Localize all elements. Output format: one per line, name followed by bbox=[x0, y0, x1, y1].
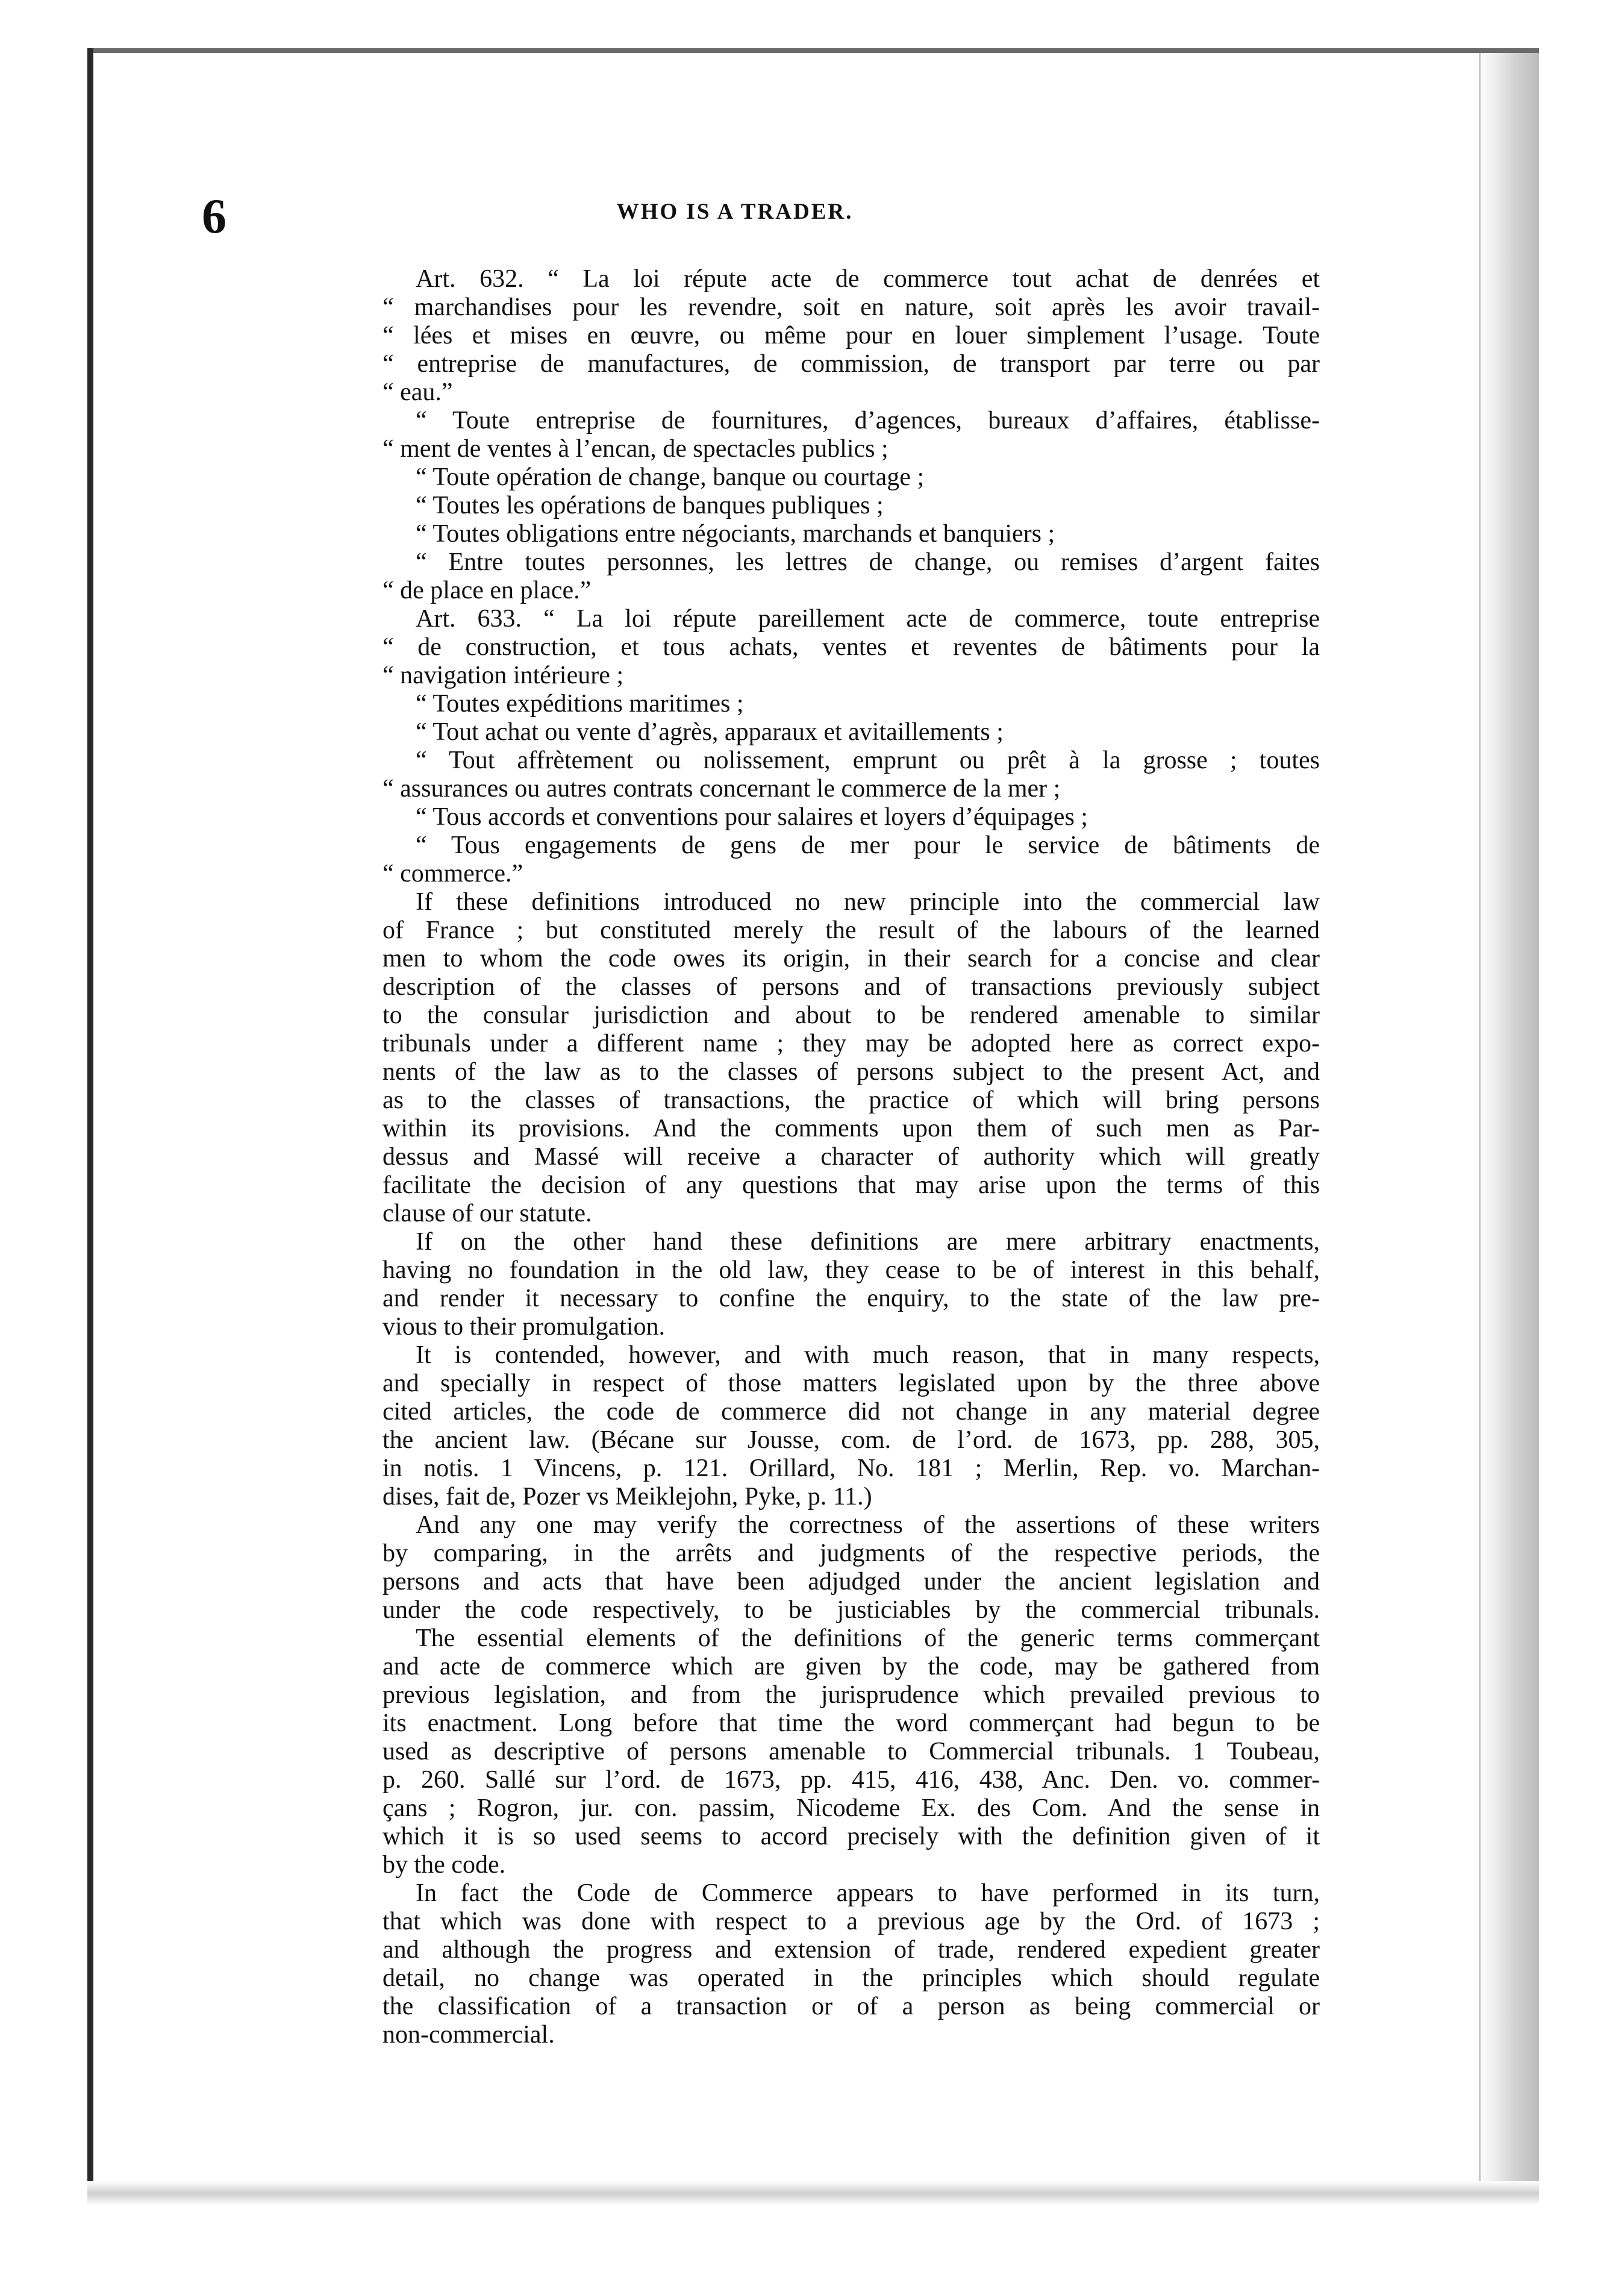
text-line: by the code. bbox=[383, 1851, 506, 1879]
text-line: “ commerce.” bbox=[383, 860, 523, 888]
scan-frame-left bbox=[87, 48, 93, 2199]
text-line: “ Toutes les opérations de banques publiques ; bbox=[416, 492, 884, 519]
text-line: of France ; but constituted merely the result of the labours of the learned bbox=[383, 916, 1320, 944]
text-line: dises, fait de, Pozer vs Meiklejohn, Pyke, p. 11.) bbox=[383, 1483, 872, 1511]
text-line: and acte de commerce which are given by the code, may be gathered from bbox=[383, 1653, 1320, 1680]
body-text bbox=[383, 265, 1320, 2049]
text-line: non-commercial. bbox=[383, 2021, 555, 2049]
text-line: And any one may verify the correctness of the assertions of these writers bbox=[416, 1511, 1320, 1539]
text-line: within its provisions. And the comments upon them of such men as Par- bbox=[383, 1115, 1320, 1142]
text-line: detail, no change was operated in the principles which should regulate bbox=[383, 1964, 1320, 1992]
text-line: “ eau.” bbox=[383, 378, 453, 406]
text-line: as to the classes of transactions, the practice of which will bring persons bbox=[383, 1086, 1320, 1114]
text-line: persons and acts that have been adjudged under the ancient legislation and bbox=[383, 1568, 1320, 1596]
text-line: The essential elements of the definitions of the generic terms commerçant bbox=[416, 1624, 1320, 1652]
page-fold-shadow bbox=[1476, 53, 1539, 2181]
text-line: “ ment de ventes à l’encan, de spectacles publics ; bbox=[383, 435, 889, 463]
text-line: “ Toute entreprise de fournitures, d’agences, bureaux d’affaires, établisse- bbox=[416, 407, 1320, 434]
scan-frame-top bbox=[87, 48, 1539, 53]
text-line: “ Entre toutes personnes, les lettres de change, ou remises d’argent faites bbox=[416, 548, 1320, 576]
running-head: WHO IS A TRADER. bbox=[616, 199, 854, 224]
text-line: p. 260. Sallé sur l’ord. de 1673, pp. 415, 416, 438, Anc. Den. vo. commer- bbox=[383, 1766, 1320, 1794]
text-line: “ navigation intérieure ; bbox=[383, 662, 624, 689]
text-line: description of the classes of persons and of transactions previously subject bbox=[383, 973, 1320, 1001]
text-line: that which was done with respect to a previous age by the Ord. of 1673 ; bbox=[383, 1908, 1320, 1935]
text-line: “ Toutes obligations entre négociants, marchands et banquiers ; bbox=[416, 520, 1055, 548]
text-line: in notis. 1 Vincens, p. 121. Orillard, No. 181 ; Merlin, Rep. vo. Marchan- bbox=[383, 1455, 1320, 1482]
text-line: previous legislation, and from the jurisprudence which prevailed previous to bbox=[383, 1681, 1320, 1709]
text-line: If these definitions introduced no new principle into the commercial law bbox=[416, 888, 1320, 916]
scan-frame-bottom bbox=[87, 2181, 1539, 2205]
page-fold-line bbox=[1479, 53, 1481, 2181]
text-line: nents of the law as to the classes of persons subject to the present Act, and bbox=[383, 1058, 1320, 1086]
text-line: “ entreprise de manufactures, de commission, de transport par terre ou par bbox=[383, 350, 1320, 378]
text-line: used as descriptive of persons amenable to Commercial tribunals. 1 Toubeau, bbox=[383, 1738, 1320, 1765]
text-line: the ancient law. (Bécane sur Jousse, com. de l’ord. de 1673, pp. 288, 305, bbox=[383, 1426, 1320, 1454]
text-line: “ Toutes expéditions maritimes ; bbox=[416, 690, 744, 718]
text-line: and render it necessary to confine the enquiry, to the state of the law pre- bbox=[383, 1285, 1320, 1312]
text-line: to the consular jurisdiction and about to be rendered amenable to similar bbox=[383, 1001, 1320, 1029]
text-line: its enactment. Long before that time the word commerçant had begun to be bbox=[383, 1709, 1320, 1737]
text-line: cited articles, the code de commerce did not change in any material degree bbox=[383, 1398, 1320, 1426]
text-line: the classification of a transaction or of a person as being commercial or bbox=[383, 1993, 1320, 2020]
text-line: by comparing, in the arrêts and judgments of the respective periods, the bbox=[383, 1539, 1320, 1567]
text-line: “ lées et mises en œuvre, ou même pour en louer simplement l’usage. Toute bbox=[383, 322, 1320, 349]
text-line: clause of our statute. bbox=[383, 1200, 592, 1227]
text-line: having no foundation in the old law, they cease to be of interest in this behalf, bbox=[383, 1256, 1320, 1284]
text-line: and although the progress and extension of trade, rendered expedient greater bbox=[383, 1936, 1320, 1964]
text-line: It is contended, however, and with much reason, that in many respects, bbox=[416, 1341, 1320, 1369]
text-line: Art. 632. “ La loi répute acte de commerce tout achat de denrées et bbox=[416, 265, 1320, 293]
text-line: tribunals under a different name ; they may be adopted here as correct expo- bbox=[383, 1030, 1320, 1057]
text-line: facilitate the decision of any questions that may arise upon the terms of this bbox=[383, 1171, 1320, 1199]
page-number: 6 bbox=[202, 189, 226, 243]
text-line: and specially in respect of those matters legislated upon by the three above bbox=[383, 1370, 1320, 1397]
text-line: “ de construction, et tous achats, ventes et reventes de bâtiments pour la bbox=[383, 633, 1320, 661]
text-line: “ Tout affrètement ou nolissement, emprunt ou prêt à la grosse ; toutes bbox=[416, 747, 1320, 774]
text-line: If on the other hand these definitions are mere arbitrary enactments, bbox=[416, 1228, 1320, 1256]
text-line: men to whom the code owes its origin, in their search for a concise and clear bbox=[383, 945, 1320, 972]
text-line: “ assurances ou autres contrats concernant le commerce de la mer ; bbox=[383, 775, 1061, 803]
text-line: “ Tous engagements de gens de mer pour le service de bâtiments de bbox=[416, 832, 1320, 859]
text-line: which it is so used seems to accord precisely with the definition given of it bbox=[383, 1823, 1320, 1850]
text-line: “ de place en place.” bbox=[383, 577, 592, 604]
text-line: under the code respectively, to be justiciables by the commercial tribunals. bbox=[383, 1596, 1320, 1624]
text-line: “ Tout achat ou vente d’agrès, apparaux et avitaillements ; bbox=[416, 718, 1004, 746]
text-line: “ Tous accords et conventions pour salaires et loyers d’équipages ; bbox=[416, 803, 1088, 831]
text-line: In fact the Code de Commerce appears to have performed in its turn, bbox=[416, 1879, 1320, 1907]
text-line: Art. 633. “ La loi répute pareillement acte de commerce, toute entreprise bbox=[416, 605, 1320, 633]
text-line: vious to their promulgation. bbox=[383, 1313, 665, 1341]
text-line: dessus and Massé will receive a character of authority which will greatly bbox=[383, 1143, 1320, 1171]
text-line: çans ; Rogron, jur. con. passim, Nicodeme Ex. des Com. And the sense in bbox=[383, 1794, 1320, 1822]
text-line: “ marchandises pour les revendre, soit en nature, soit après les avoir travail- bbox=[383, 293, 1320, 321]
text-line: “ Toute opération de change, banque ou courtage ; bbox=[416, 463, 925, 491]
